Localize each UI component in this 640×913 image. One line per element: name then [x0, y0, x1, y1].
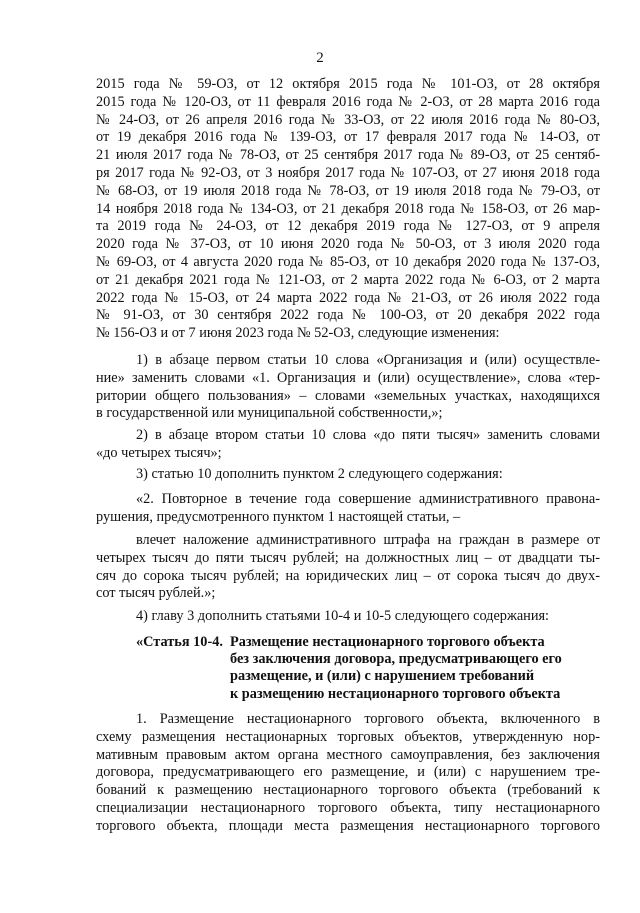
item-3-paragraph — [96, 466, 600, 484]
text-line: № 91-ОЗ, от 30 сентября 2022 года № 100-ОЗ, от 20 декабря 2022 года — [96, 307, 600, 324]
text-line: «2. Повторное в течение года совершение административного правона- — [136, 491, 600, 507]
text-line: схему размещения нестационарных торговых объектов, утвержденную нор- — [96, 728, 600, 745]
text-line: влечет наложение административного штрафа на граждан в размере от — [136, 532, 600, 548]
text-line: 2020 года № 37-ОЗ, от 10 июня 2020 года № 50-ОЗ, от 3 июля 2020 года — [96, 236, 600, 253]
text-line: 3) статью 10 дополнить пунктом 2 следующего содержания: — [136, 466, 503, 482]
text-line: четырех тысяч до пяти тысяч рублей; на должностных лиц – от двадцати ты- — [96, 549, 600, 566]
text-line: 14 ноября 2018 года № 134-ОЗ, от 21 декабря 2018 года № 158-ОЗ, от 26 мар- — [96, 200, 600, 217]
penalty-paragraph — [96, 532, 600, 603]
text-line: 2022 года № 15-ОЗ, от 24 марта 2022 года № 21-ОЗ, от 26 июля 2022 года — [96, 289, 600, 306]
text-line: 4) главу 3 дополнить статьями 10-4 и 10-5 следующего содержания: — [136, 608, 550, 624]
article-title — [230, 634, 606, 703]
text-line: сяч до сорока тысяч рублей; на юридических лиц – от сорока тысяч до двух- — [96, 567, 600, 584]
text-line: без заключения договора, предусматривающего его — [230, 651, 562, 668]
text-line: договора, предусматривающего его размещение, и (или) с нарушением тре- — [96, 764, 600, 781]
text-line: 2015 года № 59-ОЗ, от 12 октября 2015 года № 101-ОЗ, от 28 октября — [96, 76, 600, 92]
article-label: «Статья 10-4. — [136, 634, 223, 650]
text-line: 2015 года № 120-ОЗ, от 11 февраля 2016 года № 2-ОЗ, от 28 марта 2016 года — [96, 93, 600, 110]
article-body-paragraph — [96, 711, 600, 836]
text-line: торгового объекта, площади места размещения нестационарного торгового — [96, 817, 600, 834]
text-line: № 24-ОЗ, от 26 апреля 2016 года № 33-ОЗ, от 22 июля 2016 года № 80-ОЗ, — [96, 111, 600, 128]
text-line: ние» заменить словами «1. Организация и (или) осуществление», слова «тер- — [96, 369, 600, 386]
text-line: бований к размещению нестационарного торгового объекта (требований к — [96, 782, 600, 799]
text-line: 21 июля 2017 года № 78-ОЗ, от 25 сентября 2017 года № 89-ОЗ, от 25 сентяб- — [96, 147, 600, 164]
text-line: Размещение нестационарного торгового объекта — [230, 634, 545, 650]
text-line: та 2019 года № 24-ОЗ, от 12 декабря 2019 года № 127-ОЗ, от 9 апреля — [96, 218, 600, 235]
text-line: к размещению нестационарного торгового объекта — [230, 685, 561, 702]
text-line: 1) в абзаце первом статьи 10 слова «Организация и (или) осуществле- — [136, 352, 600, 368]
text-line: в государственной или муниципальной собственности,»; — [96, 405, 443, 422]
text-line: № 69-ОЗ, от 4 августа 2020 года № 85-ОЗ, от 10 декабря 2020 года № 137-ОЗ, — [96, 253, 600, 270]
text-line: от 19 декабря 2016 года № 139-ОЗ, от 17 февраля 2017 года № 14-ОЗ, от — [96, 129, 600, 146]
item-4-paragraph — [96, 608, 600, 626]
text-line: размещение, и (или) с нарушением требований — [230, 668, 535, 685]
text-line: «до четырех тысяч»; — [96, 444, 222, 461]
text-line: № 68-ОЗ, от 19 июля 2018 года № 78-ОЗ, от 19 июля 2018 года № 79-ОЗ, от — [96, 182, 600, 199]
text-line: 2) в абзаце втором статьи 10 слова «до пяти тысяч» заменить словами — [136, 427, 600, 443]
text-line: от 21 декабря 2021 года № 121-ОЗ, от 2 марта 2022 года № 6-ОЗ, от 2 марта — [96, 271, 600, 288]
text-line: № 156-ОЗ и от 7 июня 2023 года № 52-ОЗ, следующие изменения: — [96, 325, 500, 342]
item-1-paragraph — [96, 352, 600, 423]
text-line: ритории общего пользования» – словами «земельных участках, находящихся — [96, 387, 600, 404]
text-line: рушения, предусмотренного пунктом 1 настоящей статьи, – — [96, 508, 461, 525]
text-line: мативным правовым актом органа местного самоуправления, без заключения — [96, 746, 600, 763]
text-line: специализации нестационарного торгового объекта, типу нестационарного — [96, 799, 600, 816]
text-line: сот тысяч рублей.»; — [96, 585, 216, 602]
quoted-clause — [96, 491, 600, 527]
article-heading — [136, 634, 606, 703]
item-2-paragraph — [96, 427, 600, 463]
opening-paragraph — [96, 76, 600, 343]
text-line: ря 2017 года № 92-ОЗ, от 3 ноября 2017 года № 107-ОЗ, от 27 июня 2018 года — [96, 164, 600, 181]
page-number: 2 — [316, 50, 324, 66]
text-line: 1. Размещение нестационарного торгового объекта, включенного в — [136, 711, 600, 727]
